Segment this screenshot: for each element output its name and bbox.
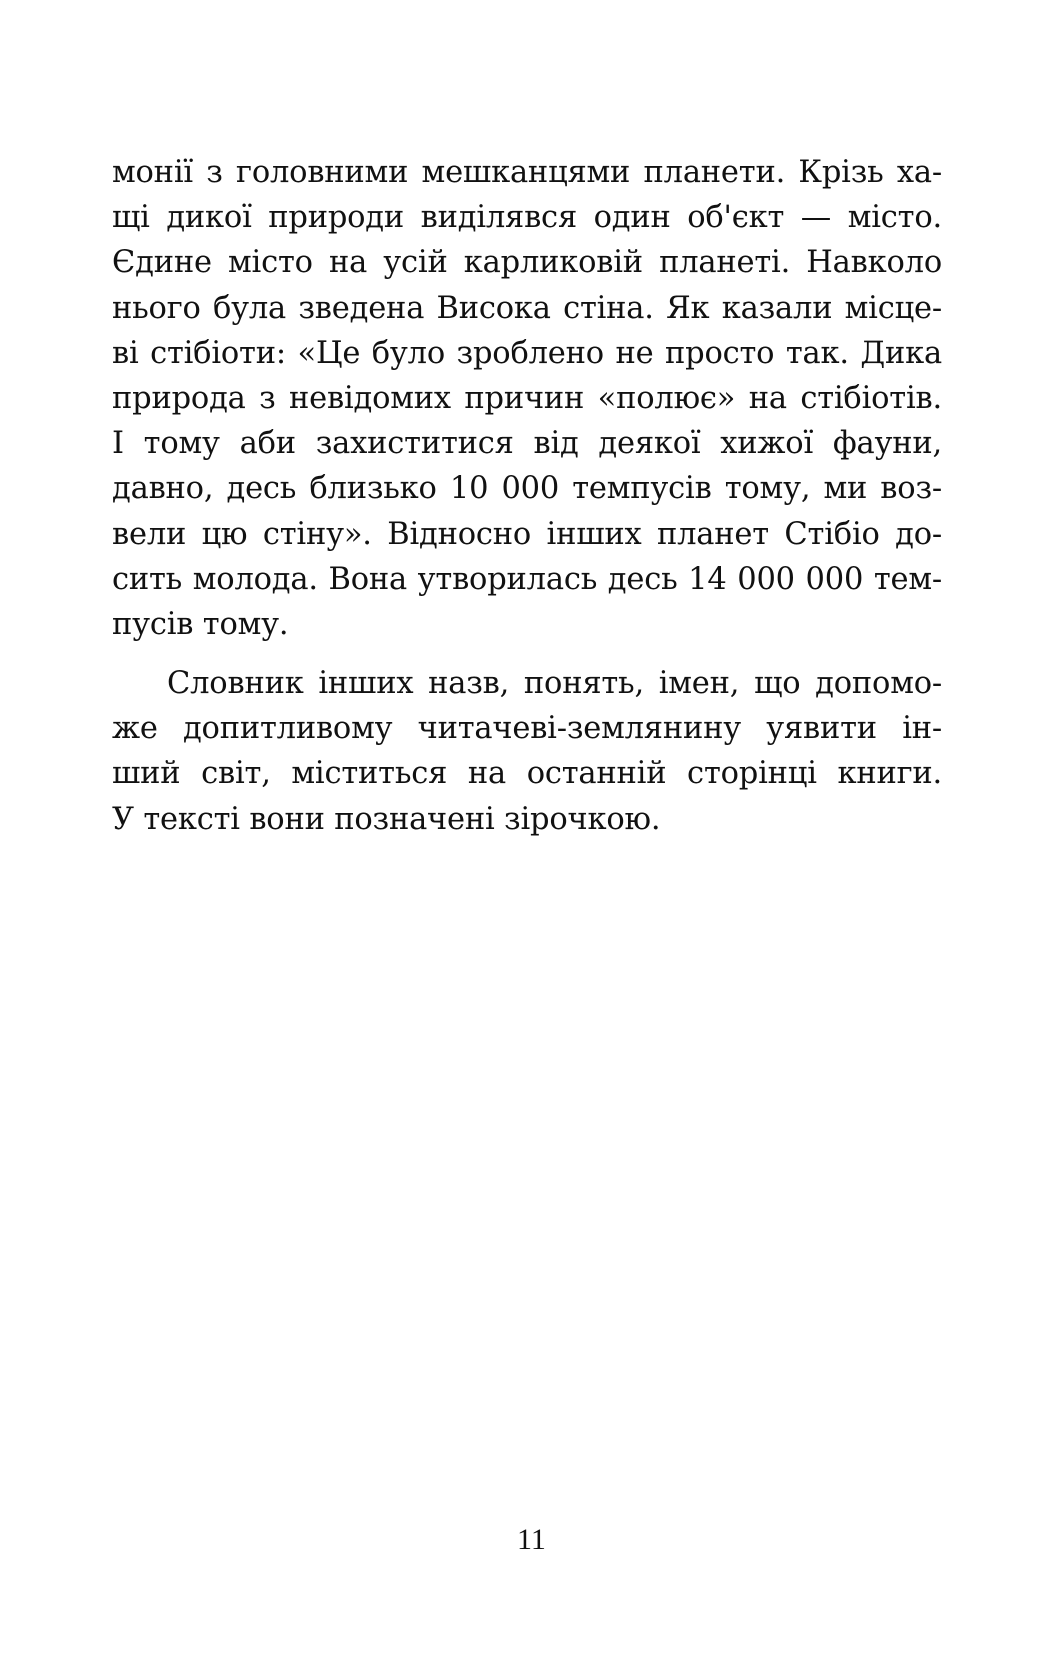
text-line: ві стібіоти: «Це було зроблено не просто так. Дика (112, 335, 942, 371)
text-line: Словник інших назв, понять, імен, що допомо- (167, 666, 942, 702)
text-line: сить молода. Вона утворилась десь 14 000 000 тем- (112, 561, 942, 597)
paragraph-2 (112, 661, 942, 842)
paragraph-1 (112, 150, 942, 647)
text-line: пусів тому. (112, 606, 289, 642)
text-line: ший світ, міститься на останній сторінці книги. (112, 756, 942, 792)
page-number: 11 (517, 1523, 546, 1556)
text-line: монії з головними мешканцями планети. Крізь ха- (112, 155, 942, 190)
text-line: вели цю стіну». Відносно інших планет Стібіо до- (112, 516, 942, 552)
text-line: же допитливому читачеві-землянину уявити ін- (112, 711, 942, 747)
text-line: У тексті вони позначені зірочкою. (112, 801, 661, 837)
text-line: Єдине місто на усій карликовій планеті. Навколо (112, 245, 942, 281)
text-line: І тому аби захиститися від деякої хижої фауни, (112, 426, 942, 462)
paragraph-gap (112, 647, 942, 661)
text-line: нього була зведена Висока стіна. Як казали місце- (112, 290, 942, 326)
text-line: давно, десь близько 10 000 темпусів тому, ми воз- (112, 471, 942, 507)
text-line: щі дикої природи виділявся один об'єкт — місто. (112, 200, 942, 236)
text-line: природа з невідомих причин «полює» на стібіотів. (112, 380, 942, 416)
body-text (112, 150, 942, 842)
